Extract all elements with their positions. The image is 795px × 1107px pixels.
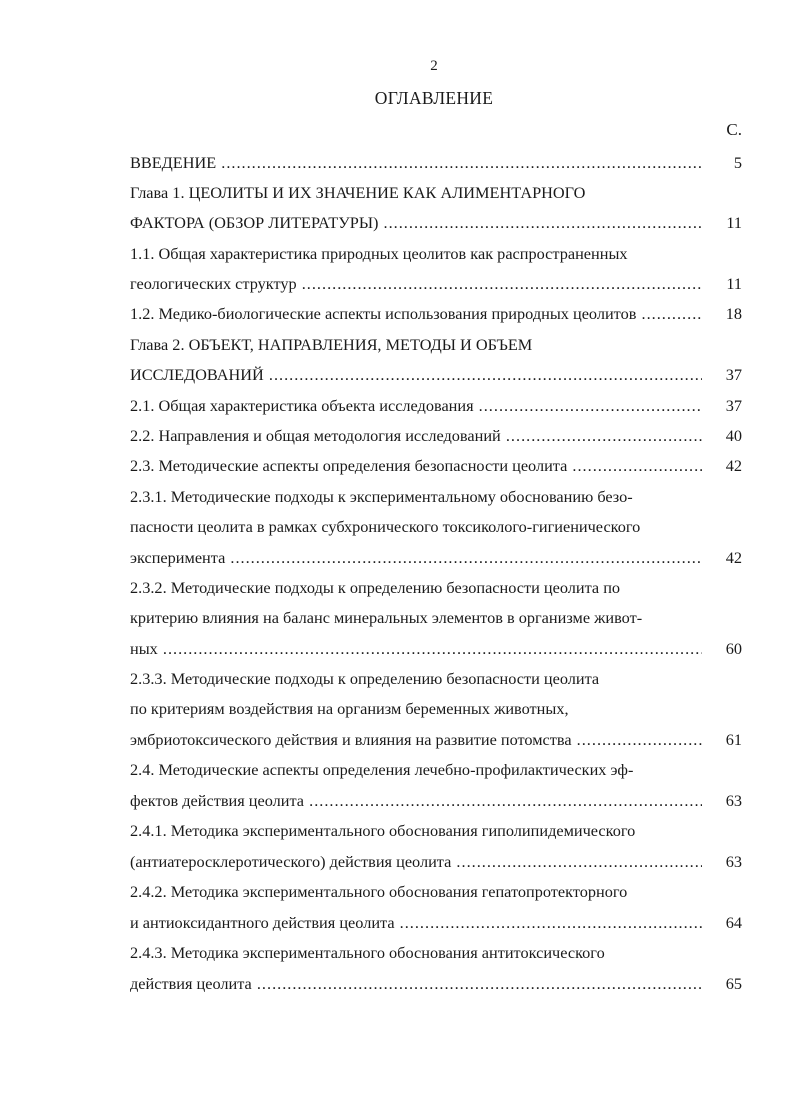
- toc-entry-page: 65: [725, 974, 742, 993]
- toc-entry: [130, 208, 742, 238]
- toc-entry-text: действия цеолита .....: [130, 969, 702, 999]
- toc-entry: [130, 269, 742, 299]
- toc-entry-text: 2.3. Методические аспекты определения безопасности цеолита .....: [130, 451, 702, 481]
- toc-entry-page: 42: [725, 456, 742, 475]
- toc-entry-page: 63: [725, 791, 742, 810]
- toc-entry-text: 2.4.1. Методика экспериментального обоснования гиполипидемического: [130, 821, 636, 840]
- toc-entry-page: 11: [726, 213, 742, 232]
- toc-entry: [130, 847, 742, 877]
- toc-entry-page: 61: [725, 730, 742, 749]
- toc-entry-text: 2.4.3. Методика экспериментального обоснования антитоксического: [130, 943, 605, 962]
- toc-entry-text: геологических структур .....: [130, 269, 702, 299]
- toc-entry-text: 2.3.3. Методические подходы к определению безопасности цеолита: [130, 669, 600, 688]
- page-number: 2: [430, 58, 438, 74]
- toc-entry: [130, 512, 742, 542]
- toc-entry-text: Глава 1. ЦЕОЛИТЫ И ИХ ЗНАЧЕНИЕ КАК АЛИМЕНТАРНОГО: [130, 183, 586, 202]
- toc-entry-text: ных .....: [130, 634, 702, 664]
- page-title: ОГЛАВЛЕНИЕ: [374, 88, 494, 108]
- page-column-label: С.: [726, 120, 742, 139]
- toc-entry-text: 1.2. Медико-биологические аспекты использования природных цеолитов .....: [130, 299, 702, 329]
- toc-entry-text: 2.4.2. Методика экспериментального обоснования гепатопротекторного: [130, 882, 628, 901]
- toc-entry: [130, 664, 742, 694]
- toc-entry: [130, 543, 742, 573]
- toc-entry-text: ИССЛЕДОВАНИЙ .....: [130, 360, 702, 390]
- toc-entry-page: 37: [725, 365, 742, 384]
- toc-entry: [130, 391, 742, 421]
- toc-entry: [130, 482, 742, 512]
- toc-entry: [130, 299, 742, 329]
- toc-entry-text: ВВЕДЕНИЕ .....: [130, 148, 702, 178]
- toc-entry: [130, 178, 742, 208]
- toc-entry-text: критерию влияния на баланс минеральных элементов в организме живот-: [130, 608, 643, 627]
- toc-entry-page: 5: [733, 153, 742, 172]
- toc-entry: [130, 694, 742, 724]
- toc-entry: [130, 148, 742, 178]
- toc-entry-text: 2.2. Направления и общая методология исследований .....: [130, 421, 702, 451]
- toc-entry: [130, 755, 742, 785]
- toc-entry-text: эксперимента .....: [130, 543, 702, 573]
- toc-entry-text: 2.4. Методические аспекты определения лечебно-профилактических эф-: [130, 760, 634, 779]
- toc-entry: [130, 634, 742, 664]
- toc-entry-text: по критериям воздействия на организм беременных животных,: [130, 699, 569, 718]
- toc-entry-page: 63: [725, 852, 742, 871]
- toc-entry: [130, 786, 742, 816]
- toc-entry: [130, 573, 742, 603]
- toc-entry-text: пасности цеолита в рамках субхронического токсиколого-гигиенического: [130, 517, 641, 536]
- toc-entry: [130, 330, 742, 360]
- toc-entry: [130, 451, 742, 481]
- toc-entry-text: Глава 2. ОБЪЕКТ, НАПРАВЛЕНИЯ, МЕТОДЫ И ОБЪЕМ: [130, 335, 533, 354]
- toc-entry-text: 2.1. Общая характеристика объекта исследования .....: [130, 391, 702, 421]
- toc-entry: [130, 877, 742, 907]
- toc-entry: [130, 360, 742, 390]
- toc-entry: [130, 908, 742, 938]
- toc-entry-text: ФАКТОРА (ОБЗОР ЛИТЕРАТУРЫ) .....: [130, 208, 702, 238]
- toc-entry: [130, 239, 742, 269]
- toc-entry: [130, 816, 742, 846]
- toc-entry-text: 2.3.2. Методические подходы к определению безопасности цеолита по: [130, 578, 621, 597]
- toc-entry-page: 18: [725, 304, 742, 323]
- toc-entry: [130, 725, 742, 755]
- toc-entry: [130, 603, 742, 633]
- toc-entry: [130, 969, 742, 999]
- toc-entry-page: 60: [725, 639, 742, 658]
- toc-entry-page: 11: [726, 274, 742, 293]
- toc-entry-page: 37: [725, 396, 742, 415]
- toc-entry: [130, 938, 742, 968]
- toc-entry-text: и антиоксидантного действия цеолита .....: [130, 908, 702, 938]
- toc-entry-text: фектов действия цеолита .....: [130, 786, 702, 816]
- toc-entry-text: 2.3.1. Методические подходы к экспериментальному обоснованию безо-: [130, 487, 633, 506]
- toc-entry-page: 64: [725, 913, 742, 932]
- toc-entry-text: (антиатеросклеротического) действия цеолита .....: [130, 847, 702, 877]
- toc-entry: [130, 421, 742, 451]
- toc-entry-text: 1.1. Общая характеристика природных цеолитов как распространенных: [130, 244, 628, 263]
- toc-entry-page: 42: [725, 548, 742, 567]
- toc-entry-page: 40: [725, 426, 742, 445]
- toc-entry-text: эмбриотоксического действия и влияния на развитие потомства .....: [130, 725, 702, 755]
